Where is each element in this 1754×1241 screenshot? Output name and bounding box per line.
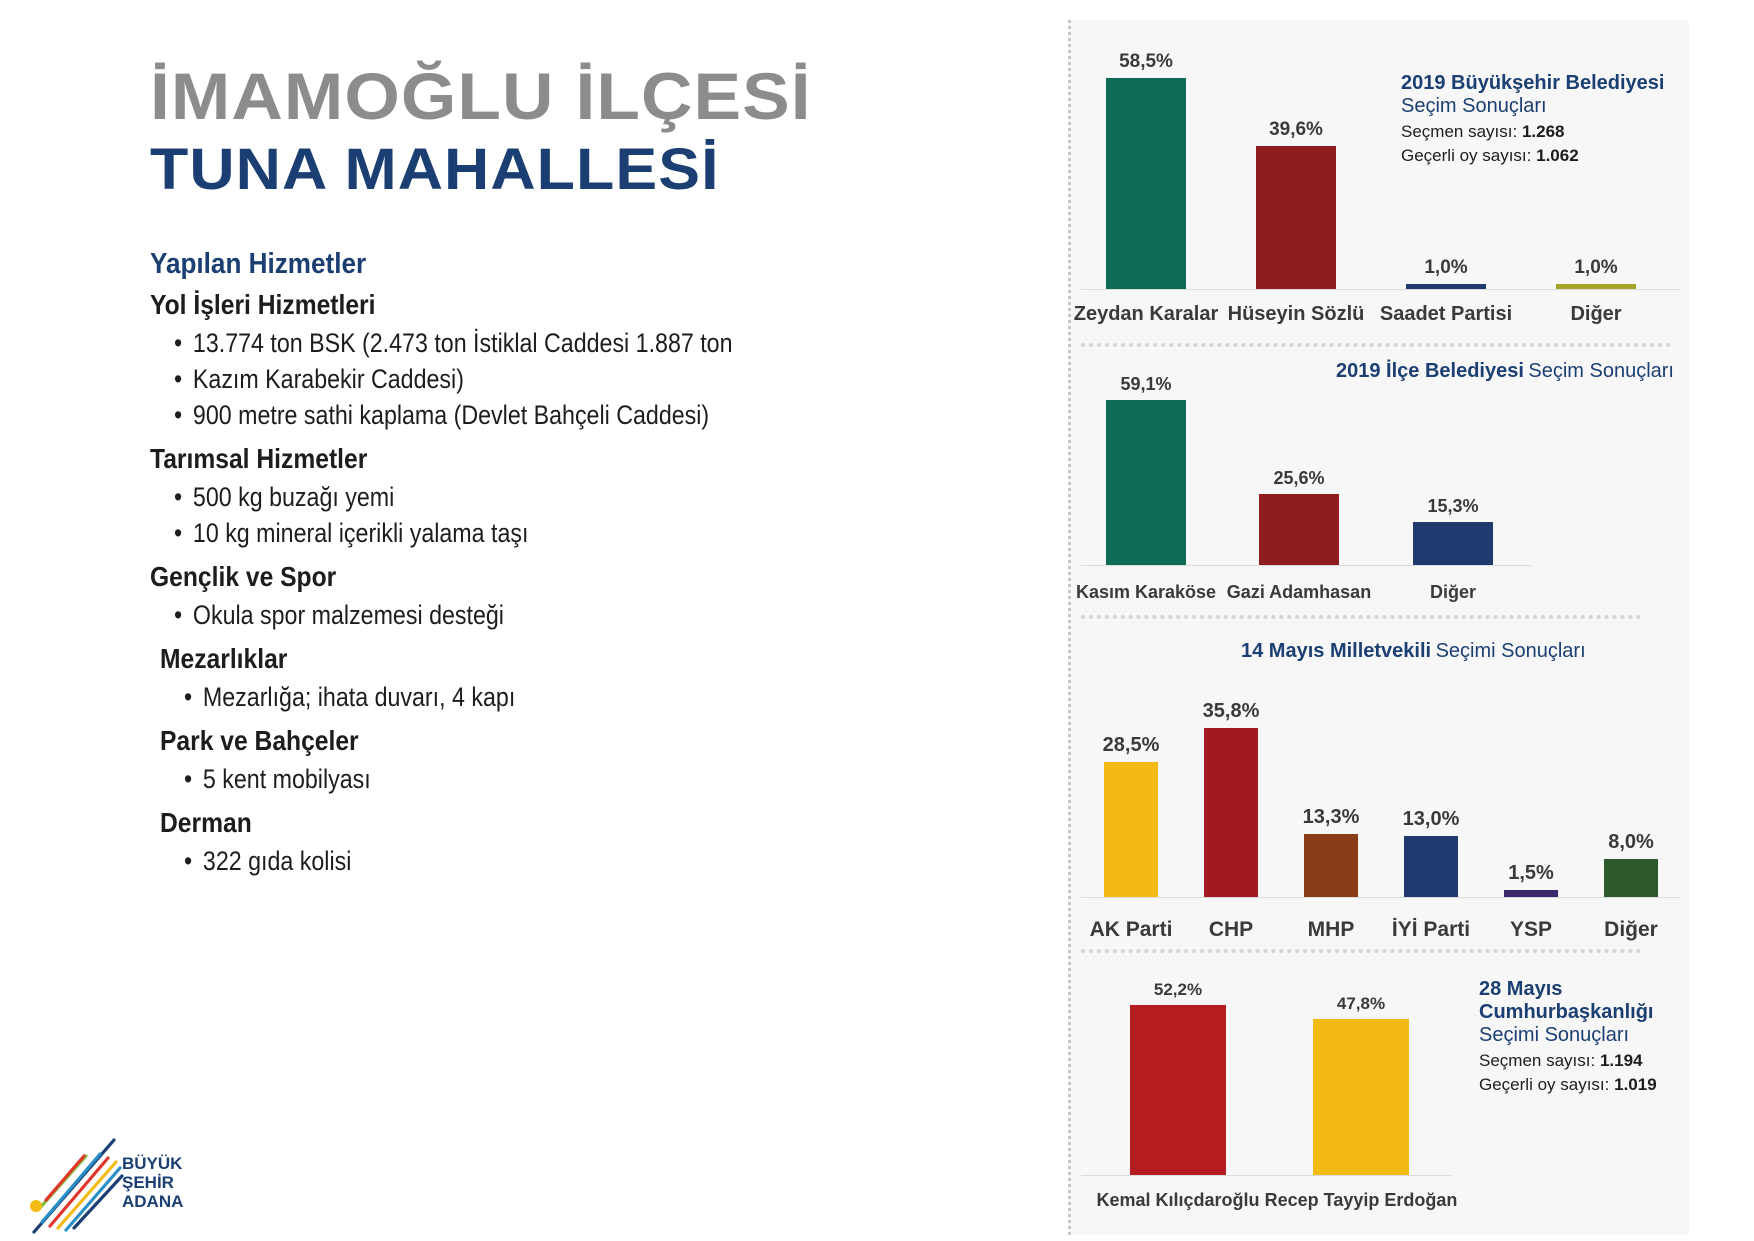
emblem-icon — [30, 1200, 42, 1212]
service-section-road — [150, 289, 850, 443]
district-title: İMAMOĞLU İLÇESİ — [150, 59, 812, 133]
bar-diğer — [1604, 859, 1658, 897]
chart-28-may-annotation — [1479, 978, 1679, 1095]
bar-chp — [1204, 728, 1258, 897]
chart-title-bold: 2019 Büyükşehir Belediyesi — [1401, 72, 1665, 94]
chart-baseline — [1081, 565, 1531, 566]
service-item: • 322 gıda kolisi — [184, 843, 757, 879]
bar-recep-tayyip-erdoğan — [1313, 1019, 1409, 1175]
bar-diğer — [1556, 284, 1636, 289]
chart-baseline — [1081, 897, 1681, 898]
section-title: Tarımsal Hizmetler — [150, 443, 368, 474]
bar-value-label: 13,0% — [1402, 807, 1460, 830]
bar-value-label: 1,0% — [1574, 257, 1618, 278]
service-section-parks — [150, 725, 850, 807]
category-label: Hüseyin Sözlü — [1227, 303, 1365, 325]
category-label: İYİ Parti — [1391, 918, 1471, 941]
category-label: Recep Tayyip Erdoğan — [1264, 1190, 1458, 1210]
section-title: Park ve Bahçeler — [160, 725, 359, 756]
bar-value-label: 58,5% — [1119, 51, 1173, 73]
logo-line1: BÜYÜK — [122, 1154, 183, 1173]
service-section-agriculture — [150, 443, 850, 561]
bar-value-label: 8,0% — [1608, 831, 1654, 854]
service-item: • Mezarlığa; ihata duvarı, 4 kapı — [184, 679, 757, 715]
chart-14-may-title: 14 Mayıs Milletvekili Seçimi Sonuçları — [1241, 640, 1586, 662]
service-section-derman — [150, 807, 850, 889]
category-label: Zeydan Karalar — [1073, 303, 1219, 325]
election-results-panel — [1068, 20, 1689, 1235]
service-item: • 900 metre sathi kaplama (Devlet Bahçeli Caddesi) — [174, 397, 755, 433]
service-item: • 5 kent mobilyası — [184, 761, 757, 797]
services-heading: Yapılan Hizmetler — [150, 248, 367, 280]
service-item-continued: Kazım Karabekir Caddesi) — [192, 364, 464, 394]
category-label: Diğer — [1570, 303, 1622, 325]
services-list — [150, 248, 850, 889]
bar-value-label: 35,8% — [1202, 700, 1260, 723]
category-label: Gazi Adamhasan — [1226, 582, 1372, 602]
bar-saadet-partisi — [1406, 284, 1486, 289]
bar-value-label: 52,2% — [1153, 979, 1203, 999]
service-section-youth-sport — [150, 561, 850, 643]
category-label: Kasım Karaköse — [1075, 582, 1217, 602]
category-label: MHP — [1307, 918, 1355, 941]
valid-votes-line: Geçerli oy sayısı: 1.019 — [1479, 1075, 1657, 1094]
bar-value-label: 1,5% — [1508, 861, 1554, 884]
section-divider — [1081, 343, 1671, 347]
logo-line3: ADANA — [122, 1192, 184, 1211]
bar-value-label: 47,8% — [1336, 994, 1386, 1014]
logo-line2: ŞEHİR — [122, 1173, 174, 1192]
section-divider — [1081, 949, 1641, 953]
bar-kemal-kılıçdaroğlu — [1130, 1005, 1226, 1175]
bar-i̇yi̇-parti — [1404, 836, 1458, 897]
bar-hüseyin-sözlü — [1256, 146, 1336, 289]
bar-value-label: 15,3% — [1427, 496, 1479, 517]
chart-title-rest: Seçim Sonuçları — [1401, 95, 1547, 117]
category-label: Kemal Kılıçdaroğlu — [1096, 1190, 1260, 1210]
section-divider — [1081, 615, 1641, 619]
bar-ysp — [1504, 890, 1558, 897]
service-item: • 500 kg buzağı yemi — [174, 479, 755, 515]
bar-value-label: 28,5% — [1102, 734, 1160, 757]
category-label: AK Parti — [1089, 918, 1173, 941]
chart-title-rest: Seçimi Sonuçları — [1479, 1024, 1630, 1046]
neighborhood-title: TUNA MAHALLESİ — [150, 137, 720, 202]
chart-baseline — [1081, 289, 1681, 290]
service-section-cemetery — [150, 643, 850, 725]
logo-text — [122, 1154, 183, 1211]
service-item: • 13.774 ton BSK (2.473 ton İstiklal Caddesi 1.887 ton — [174, 325, 755, 361]
section-title: Yol İşleri Hizmetleri — [150, 289, 376, 320]
section-title: Derman — [160, 807, 252, 838]
voters-line: Seçmen sayısı: 1.268 — [1401, 122, 1565, 141]
category-label: YSP — [1509, 918, 1553, 941]
bar-value-label: 59,1% — [1120, 374, 1172, 395]
bar-value-label: 13,3% — [1302, 806, 1360, 829]
bar-kasım-karaköse — [1106, 400, 1186, 565]
bar-ak-parti — [1104, 762, 1158, 897]
voters-line: Seçmen sayısı: 1.194 — [1479, 1051, 1643, 1070]
section-title: Mezarlıklar — [160, 643, 288, 674]
section-title: Gençlik ve Spor — [150, 561, 337, 592]
chart-2019-metropolitan-annotation — [1401, 72, 1686, 166]
category-label: CHP — [1208, 918, 1254, 941]
service-item — [174, 361, 755, 397]
category-label: Saadet Partisi — [1379, 303, 1513, 325]
category-label: Diğer — [1429, 582, 1477, 602]
chart-2019-district-title: 2019 İlçe Belediyesi Seçim Sonuçları — [1336, 360, 1674, 382]
chart-title-bold: 28 Mayıs Cumhurbaşkanlığı — [1479, 978, 1654, 1023]
bar-gazi-adamhasan — [1259, 494, 1339, 565]
bar-diğer — [1413, 522, 1493, 565]
category-label: Diğer — [1604, 918, 1658, 941]
service-item: • Okula spor malzemesi desteği — [174, 597, 755, 633]
bar-value-label: 39,6% — [1269, 119, 1323, 141]
bar-mhp — [1304, 834, 1358, 897]
bar-value-label: 25,6% — [1273, 467, 1325, 488]
bar-zeydan-karalar — [1106, 78, 1186, 289]
bar-value-label: 1,0% — [1424, 257, 1468, 278]
valid-votes-line: Geçerli oy sayısı: 1.062 — [1401, 146, 1579, 165]
chart-baseline — [1081, 1175, 1451, 1176]
service-item: • 10 kg mineral içerikli yalama taşı — [174, 515, 755, 551]
